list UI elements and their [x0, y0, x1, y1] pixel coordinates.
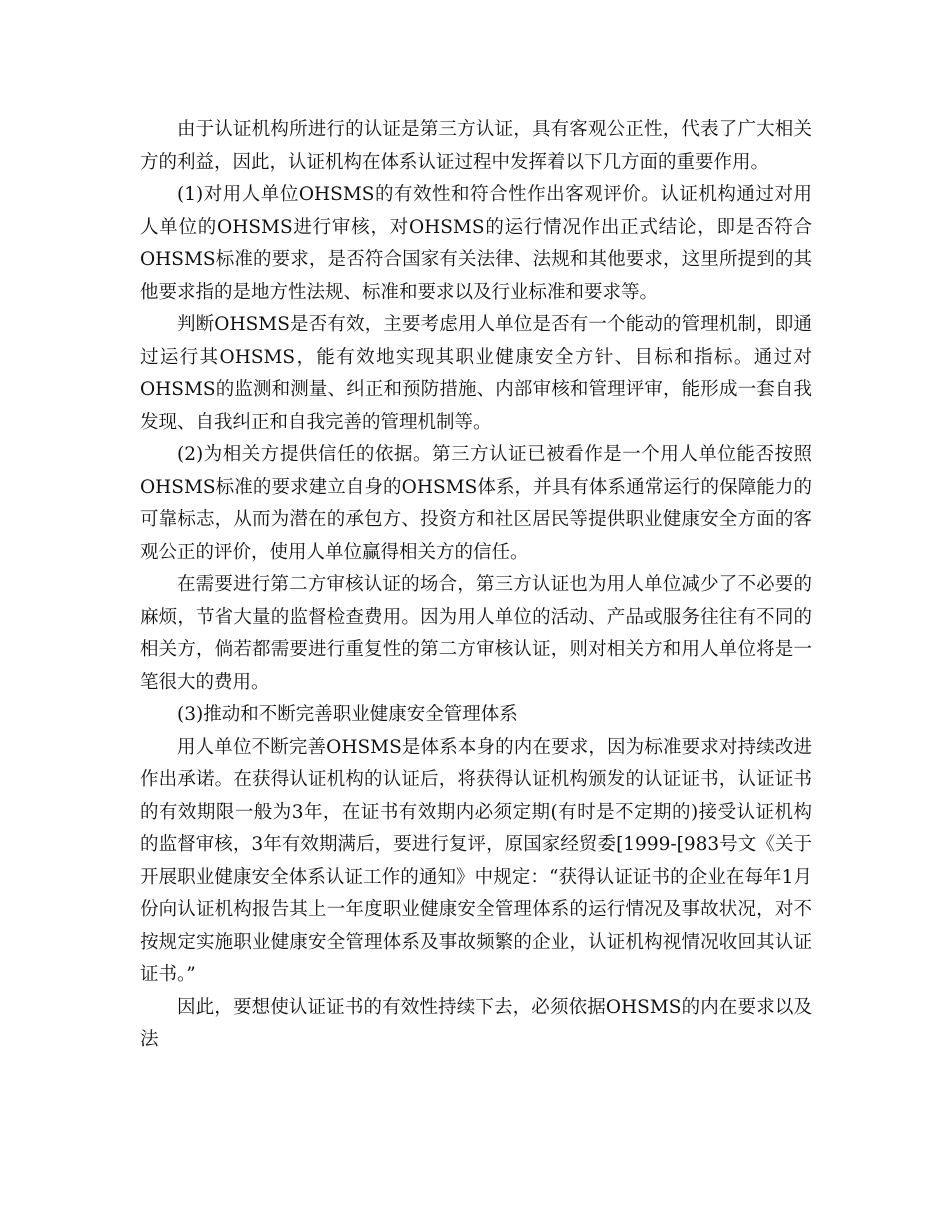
paragraph-intro: 由于认证机构所进行的认证是第三方认证，具有客观公正性，代表了广大相关方的利益，因此，认证机构在体系认证过程中发挥着以下几方面的重要作用。	[140, 119, 812, 173]
paragraph-point-3-heading: (3)推动和不断完善职业健康安全管理体系	[177, 704, 518, 725]
paragraph-point-2: (2)为相关方提供信任的依据。第三方认证已被看作是一个用人单位能否按照OHSMS标准的要求建立自身的OHSMS体系，并具有体系通常运行的保障能力的可靠标志，从而为潜在的承包方、投资方和社区居民等提供职业健康安全方面的客观公正的评价，使用人单位赢得相关方的信任。	[140, 444, 812, 563]
document-body	[140, 114, 812, 1057]
paragraph-effectiveness: 判断OHSMS是否有效，主要考虑用人单位是否有一个能动的管理机制，即通过运行其OHSMS，能有效地实现其职业健康安全方针、目标和指标。通过对OHSMS的监测和测量、纠正和预防措施、内部审核和管理评审，能形成一套自我发现、自我纠正和自我完善的管理机制等。	[140, 314, 812, 433]
paragraph-second-party: 在需要进行第二方审核认证的场合，第三方认证也为用人单位减少了不必要的麻烦，节省大量的监督检查费用。因为用人单位的活动、产品或服务往往有不同的相关方，倘若都需要进行重复性的第二方审核认证，则对相关方和用人单位将是一笔很大的费用。	[140, 574, 812, 693]
paragraph-point-1: (1)对用人单位OHSMS的有效性和符合性作出客观评价。认证机构通过对用人单位的OHSMS进行审核，对OHSMS的运行情况作出正式结论，即是否符合OHSMS标准的要求，是否符合国家有关法律、法规和其他要求，这里所提到的其他要求指的是地方性法规、标准和要求以及行业标准和要求等。	[140, 184, 812, 303]
paragraph-continuous-improvement: 用人单位不断完善OHSMS是体系本身的内在要求，因为标准要求对持续改进作出承诺。在获得认证机构的认证后，将获得认证机构颁发的认证证书，认证证书的有效期限一般为3年，在证书有效期内必须定期(有时是不定期的)接受认证机构的监督审核，3年有效期满后，要进行复评，原国家经贸委[1999-[983号文《关于开展职业健康安全体系认证工作的通知》中规定：“获得认证证书的企业在每年1月份向认证机构报告其上一年度职业健康安全管理体系的运行情况及事故状况，对不按规定实施职业健康安全管理体系及事故频繁的企业，认证机构视情况收回其认证证书。”	[140, 736, 812, 985]
paragraph-conclusion: 因此，要想使认证证书的有效性持续下去，必须依据OHSMS的内在要求以及法	[140, 996, 812, 1050]
